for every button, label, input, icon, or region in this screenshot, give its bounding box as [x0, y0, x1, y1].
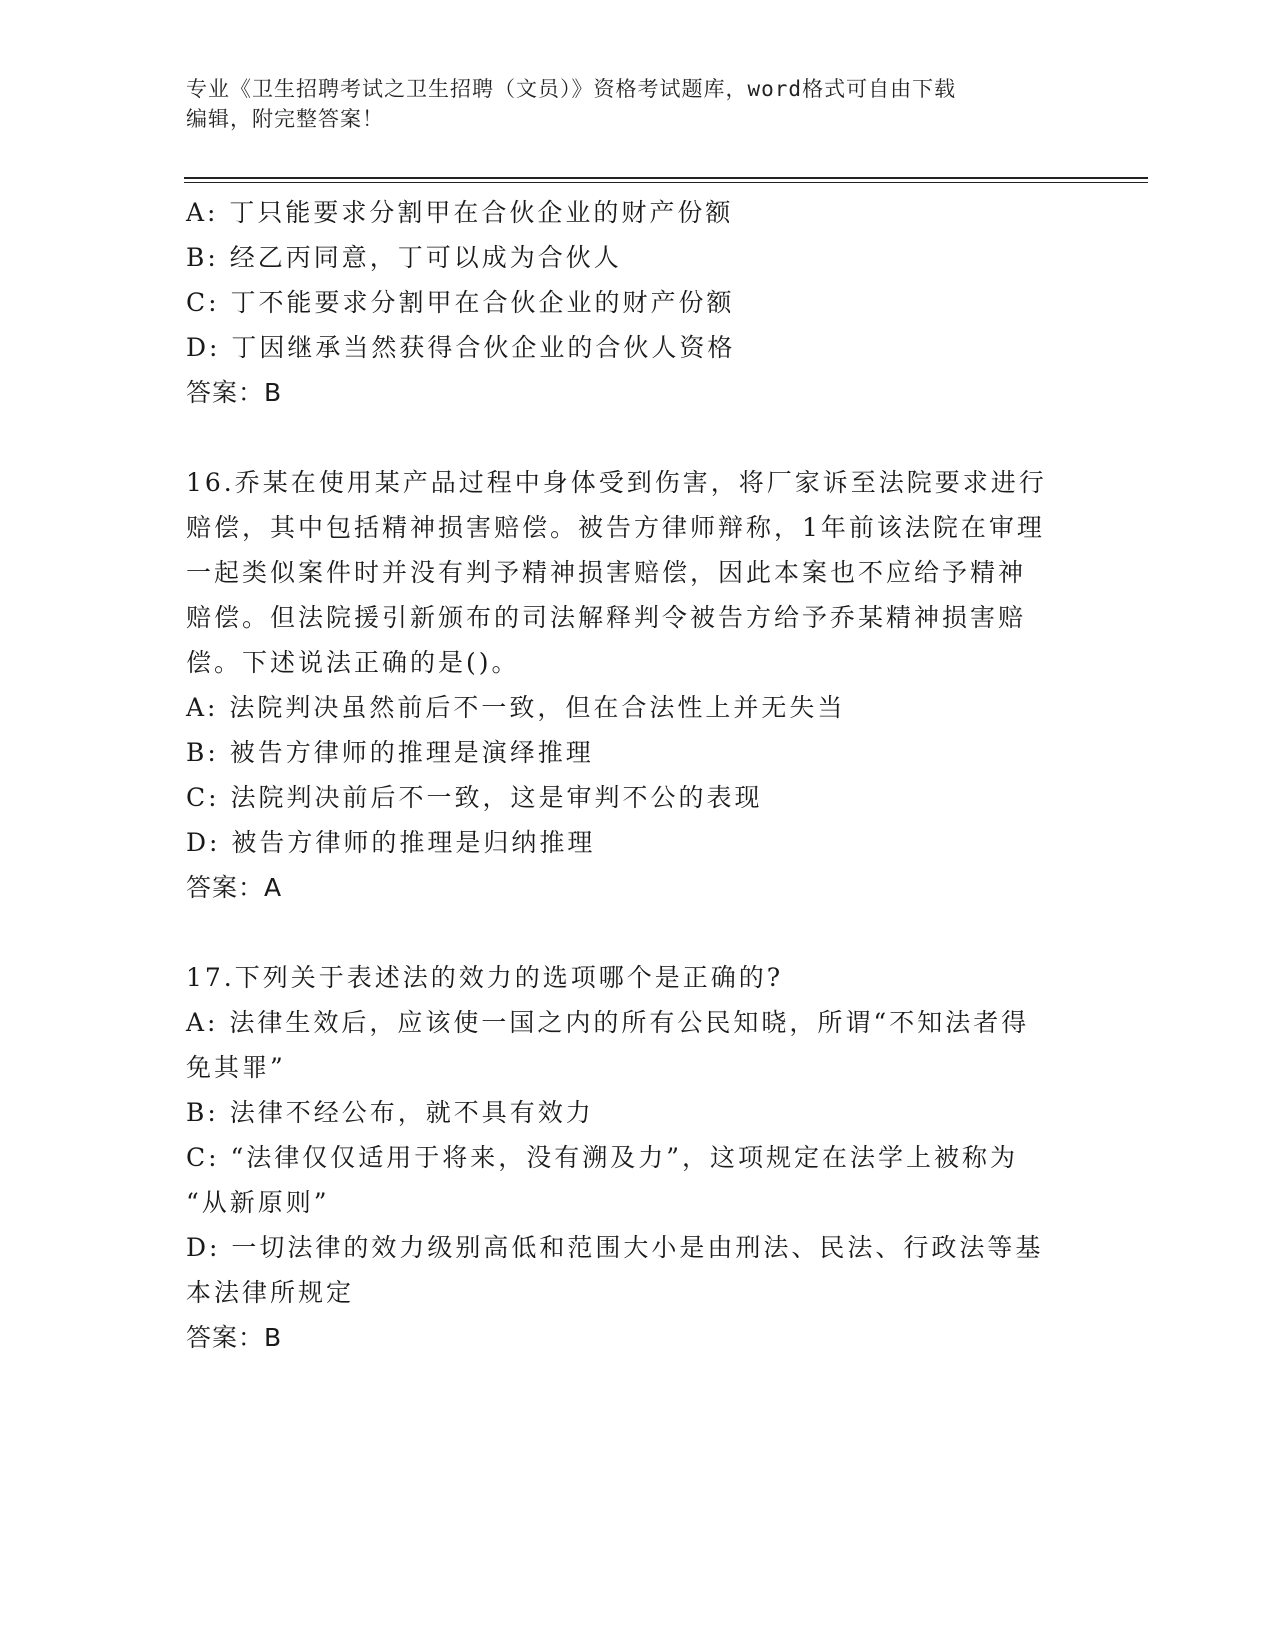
option-b: B: 被告方律师的推理是演绎推理: [186, 738, 594, 767]
option-a: A: 法院判决虽然前后不一致，但在合法性上并无失当: [186, 693, 846, 722]
question-17: [186, 955, 1086, 1360]
question-content: [186, 190, 1086, 1360]
document-header: [186, 74, 1066, 134]
question-15: [186, 190, 1086, 415]
question-stem-line: 偿。下述说法正确的是()。: [186, 648, 520, 677]
question-stem-line: 赔偿。但法院援引新颁布的司法解释判令被告方给予乔某精神损害赔: [186, 603, 1027, 632]
question-16: [186, 460, 1086, 910]
header-rule-thin: [184, 182, 1148, 183]
header-rule-thick: [184, 177, 1148, 179]
option-c: C: 法院判决前后不一致，这是审判不公的表现: [186, 783, 763, 812]
question-stem-line: 16.乔某在使用某产品过程中身体受到伤害，将厂家诉至法院要求进行: [186, 468, 1047, 497]
answer: 答案：A: [186, 873, 283, 902]
option-a-line-2: 免其罪”: [186, 1053, 286, 1082]
answer: 答案：B: [186, 378, 283, 407]
question-stem: 17.下列关于表述法的效力的选项哪个是正确的?: [186, 963, 784, 992]
option-d-line-1: D: 一切法律的效力级别高低和范围大小是由刑法、民法、行政法等基: [186, 1233, 1044, 1262]
option-b: B: 法律不经公布，就不具有效力: [186, 1098, 594, 1127]
option-d: D: 被告方律师的推理是归纳推理: [186, 828, 596, 857]
option-a: A: 丁只能要求分割甲在合伙企业的财产份额: [186, 198, 734, 227]
question-stem-line: 一起类似案件时并没有判予精神损害赔偿，因此本案也不应给予精神: [186, 558, 1027, 587]
question-stem-line: 赔偿，其中包括精神损害赔偿。被告方律师辩称，1年前该法院在审理: [186, 513, 1045, 542]
option-c-line-1: C: “法律仅仅适用于将来，没有溯及力”，这项规定在法学上被称为: [186, 1143, 1019, 1172]
option-c: C: 丁不能要求分割甲在合伙企业的财产份额: [186, 288, 735, 317]
header-line-2: 编辑，附完整答案！: [186, 107, 384, 131]
answer: 答案：B: [186, 1323, 283, 1352]
option-c-line-2: “从新原则”: [186, 1188, 330, 1217]
spacer: [186, 415, 1086, 460]
header-line-1: 专业《卫生招聘考试之卫生招聘（文员）》资格考试题库，word格式可自由下载: [186, 77, 957, 101]
option-d: D: 丁因继承当然获得合伙企业的合伙人资格: [186, 333, 736, 362]
option-b: B: 经乙丙同意，丁可以成为合伙人: [186, 243, 622, 272]
option-a-line-1: A: 法律生效后，应该使一国之内的所有公民知晓，所谓“不知法者得: [186, 1008, 1030, 1037]
option-d-line-2: 本法律所规定: [186, 1278, 355, 1307]
spacer: [186, 910, 1086, 955]
